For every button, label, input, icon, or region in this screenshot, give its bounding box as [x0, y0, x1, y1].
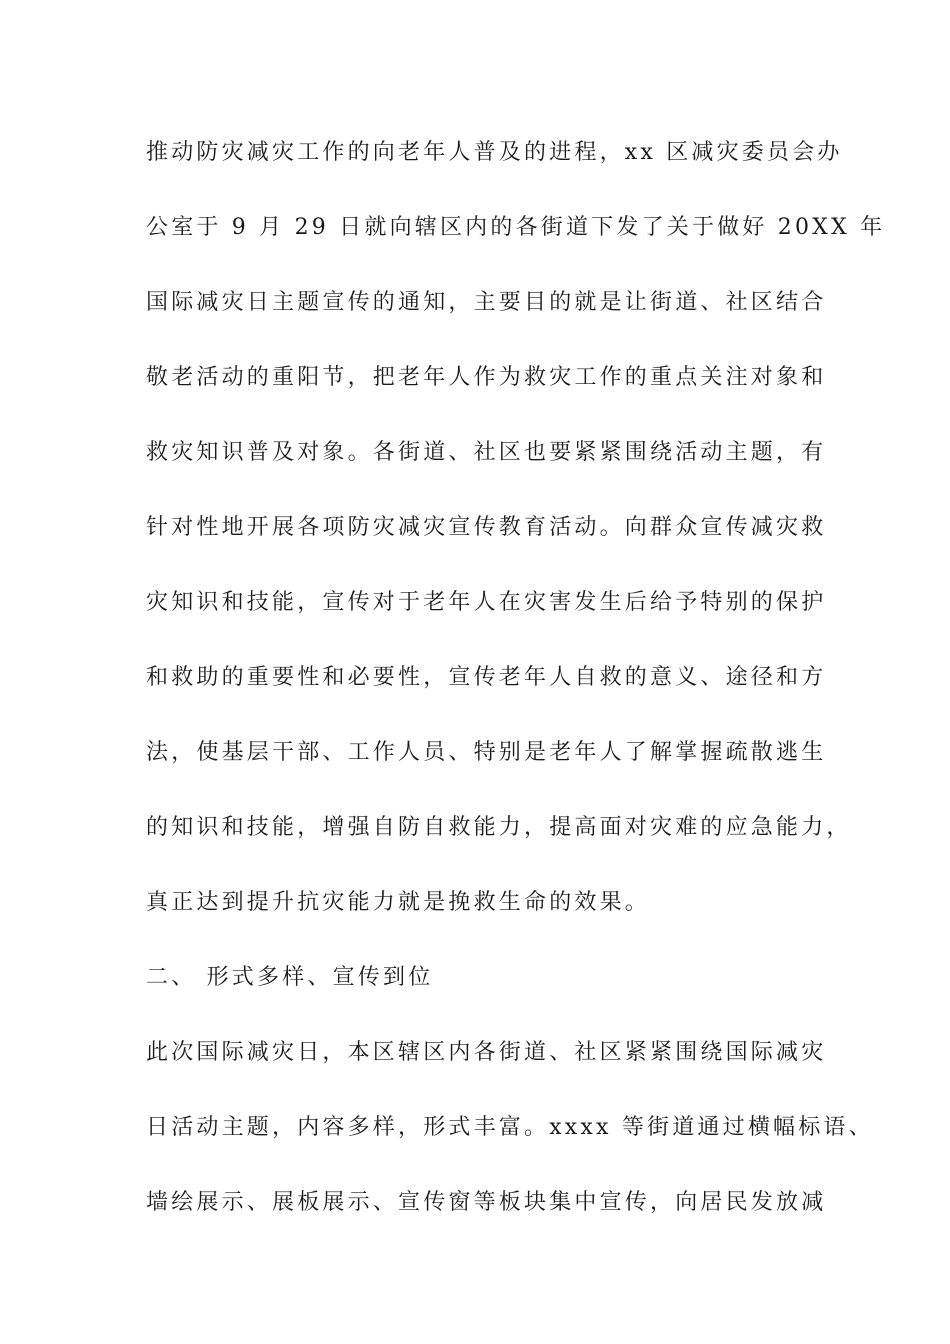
- section-line-3: 墙绘展示、展板展示、宣传窗等板块集中宣传，向居民发放减: [146, 1190, 827, 1215]
- paragraph-line-9: 法，使基层干部、工作人员、特别是老年人了解掌握疏散逃生: [146, 740, 827, 765]
- document-body: [146, 130, 886, 1255]
- paragraph-line-2: 公室于 9 月 29 日就向辖区内的各街道下发了关于做好 20XX 年: [146, 215, 886, 240]
- paragraph-line-8: 和救助的重要性和必要性，宣传老年人自救的意义、途径和方: [146, 665, 827, 690]
- paragraph-line-10: 的知识和技能，增强自防自救能力，提高面对灾难的应急能力，: [146, 815, 852, 840]
- section-line-2: 日活动主题，内容多样，形式丰富。xxxx 等街道通过横幅标语、: [146, 1115, 874, 1140]
- paragraph-line-5: 救灾知识普及对象。各街道、社区也要紧紧围绕活动主题，有: [146, 440, 827, 465]
- paragraph-line-6: 针对性地开展各项防灾减灾宣传教育活动。向群众宣传减灾救: [146, 515, 827, 540]
- paragraph-line-1: 推动防灾减灾工作的向老年人普及的进程，xx 区减灾委员会办: [146, 140, 843, 165]
- section-heading: 二、 形式多样、宣传到位: [146, 965, 434, 990]
- paragraph-line-7: 灾知识和技能，宣传对于老年人在灾害发生后给予特别的保护: [146, 590, 827, 615]
- paragraph-line-3: 国际减灾日主题宣传的通知，主要目的就是让街道、社区结合: [146, 290, 827, 315]
- paragraph-line-11: 真正达到提升抗灾能力就是挽救生命的效果。: [146, 890, 651, 915]
- section-line-1: 此次国际减灾日，本区辖区内各街道、社区紧紧围绕国际减灾: [146, 1040, 827, 1065]
- paragraph-line-4: 敬老活动的重阳节，把老年人作为救灾工作的重点关注对象和: [146, 365, 827, 390]
